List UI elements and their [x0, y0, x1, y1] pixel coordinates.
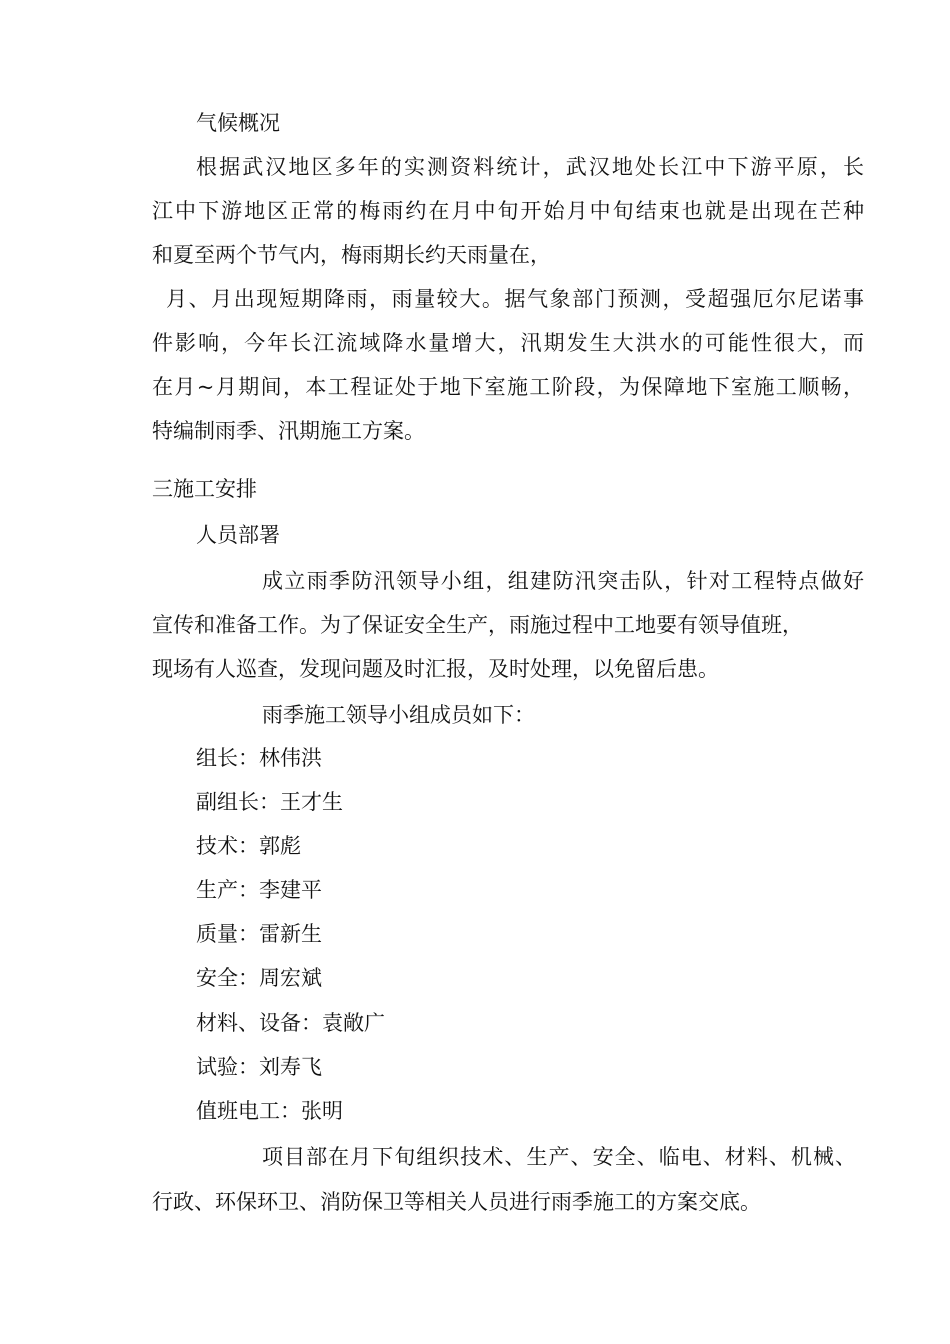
- member-item: 组长：林伟洪: [196, 746, 322, 770]
- climate-paragraph-line-3: 和夏至两个节气内，梅雨期长约天雨量在，: [152, 243, 551, 267]
- climate-paragraph-line-1: 根据武汉地区多年的实测资料统计，武汉地处长江中下游平原，长: [196, 155, 864, 179]
- member-item: 副组长：王才生: [196, 790, 343, 814]
- staffing-paragraph-line-1: 成立雨季防汛领导小组，组建防汛突击队，针对工程特点做好: [262, 569, 864, 593]
- climate-paragraph-line-6: 在月~月期间，本工程证处于地下室施工阶段，为保障地下室施工顺畅，: [152, 375, 864, 399]
- staffing-paragraph-line-2: 宣传和准备工作。为了保证安全生产，雨施过程中工地要有领导值班，: [152, 613, 803, 637]
- climate-paragraph-line-2: 江中下游地区正常的梅雨约在月中旬开始月中旬结束也就是出现在芒种: [152, 199, 864, 223]
- subheading-staffing: 人员部署: [196, 523, 280, 547]
- member-item: 质量：雷新生: [196, 922, 322, 946]
- climate-paragraph-line-5: 件影响，今年长江流域降水量增大，汛期发生大洪水的可能性很大，而: [152, 331, 864, 355]
- closing-paragraph-line-1: 项目部在月下旬组织技术、生产、安全、临电、材料、机械、: [262, 1145, 856, 1169]
- member-item: 材料、设备：袁敞广: [196, 1011, 385, 1035]
- member-item: 生产：李建平: [196, 878, 322, 902]
- member-item: 值班电工：张明: [196, 1099, 343, 1123]
- member-item: 安全：周宏斌: [196, 966, 322, 990]
- section-heading-climate: 气候概况: [196, 111, 280, 135]
- climate-paragraph-line-4: 月、月出现短期降雨，雨量较大。据气象部门预测，受超强厄尔尼诺事: [166, 287, 864, 311]
- members-intro: 雨季施工领导小组成员如下：: [262, 703, 535, 727]
- staffing-paragraph-line-3: 现场有人巡查，发现问题及时汇报，及时处理，以免留后患。: [152, 657, 719, 681]
- closing-paragraph-line-2: 行政、环保环卫、消防保卫等相关人员进行雨季施工的方案交底。: [152, 1190, 761, 1214]
- member-item: 技术：郭彪: [196, 834, 301, 858]
- section-heading-arrangement: 三施工安排: [152, 477, 257, 501]
- member-item: 试验：刘寿飞: [196, 1055, 322, 1079]
- climate-paragraph-line-7: 特编制雨季、汛期施工方案。: [152, 419, 425, 443]
